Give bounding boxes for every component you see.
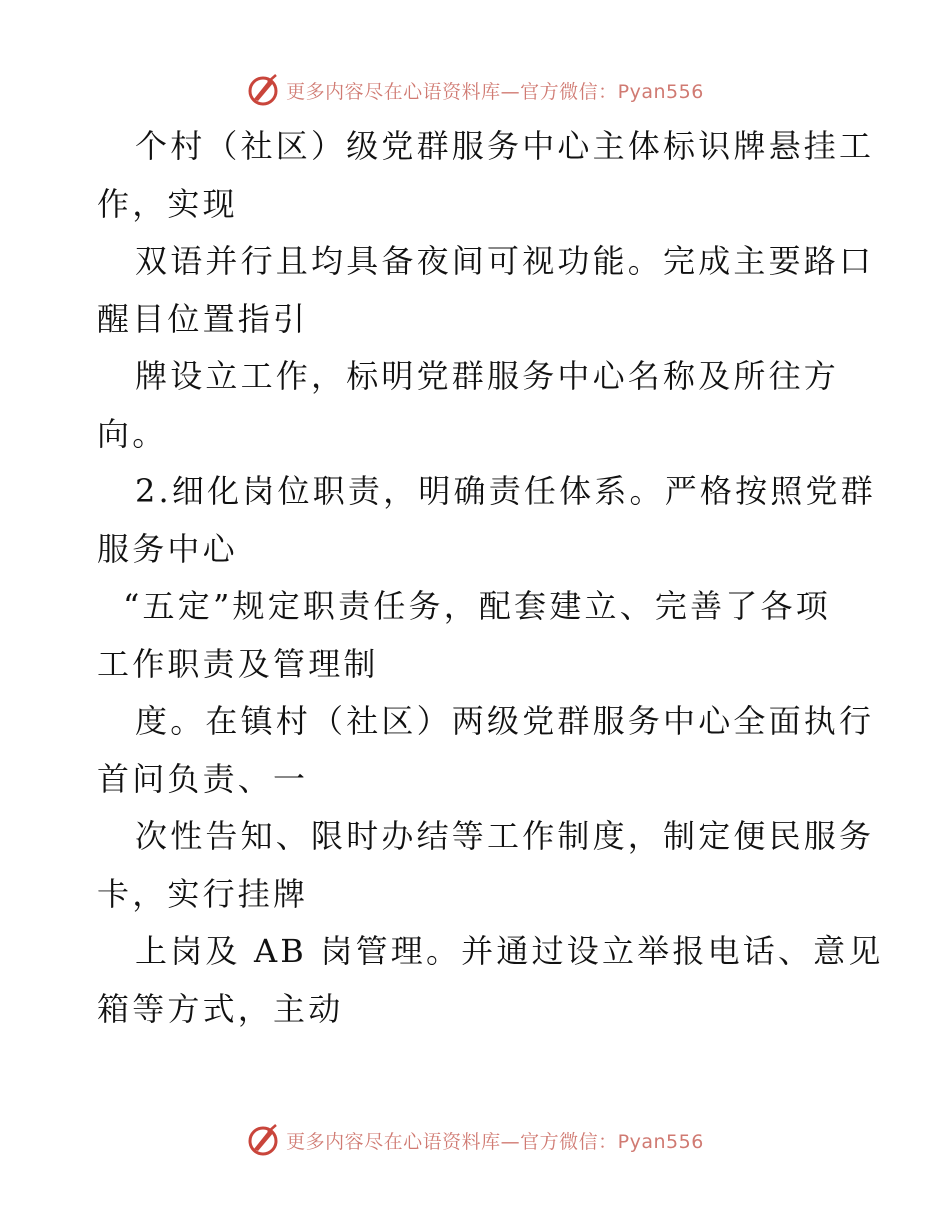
header-watermark [0, 70, 950, 110]
paragraph-line: 双语并行且均具备夜间可视功能。完成主要路口 [135, 242, 875, 280]
paragraph-line: 2.细化岗位职责，明确责任体系。严格按照党群 [135, 472, 876, 510]
watermark-text: 更多内容尽在心语资料库—官方微信：Pyan556 [286, 80, 704, 103]
paragraph-line: 首问负责、一 [97, 759, 309, 798]
paragraph-line: “五定”规定职责任务，配套建立、完善了各项 [123, 587, 831, 625]
paragraph-line: 工作职责及管理制 [97, 644, 379, 683]
paragraph-line: 次性告知、限时办结等工作制度，制定便民服务 [135, 817, 875, 855]
paragraph-line: 服务中心 [97, 529, 238, 568]
paragraph-line: 箱等方式，主动 [97, 989, 344, 1028]
paragraph-line: 度。在镇村（社区）两级党群服务中心全面执行 [135, 702, 875, 740]
paragraph-line: 个村（社区）级党群服务中心主体标识牌悬挂工 [135, 127, 875, 165]
document-body [97, 118, 887, 1038]
watermark-text: 更多内容尽在心语资料库—官方微信：Pyan556 [286, 1130, 704, 1153]
quill-pen-circle-icon [246, 73, 280, 107]
paragraph-line: 上岗及 AB 岗管理。并通过设立举报电话、意见 [135, 932, 884, 970]
paragraph-line: 向。 [97, 414, 168, 453]
paragraph-line: 卡，实行挂牌 [97, 874, 309, 913]
paragraph-line: 醒目位置指引 [97, 299, 309, 338]
paragraph-line: 作，实现 [97, 184, 238, 223]
quill-pen-circle-icon [246, 1123, 280, 1157]
footer-watermark [0, 1120, 950, 1160]
paragraph-line: 牌设立工作，标明党群服务中心名称及所往方 [135, 357, 840, 395]
